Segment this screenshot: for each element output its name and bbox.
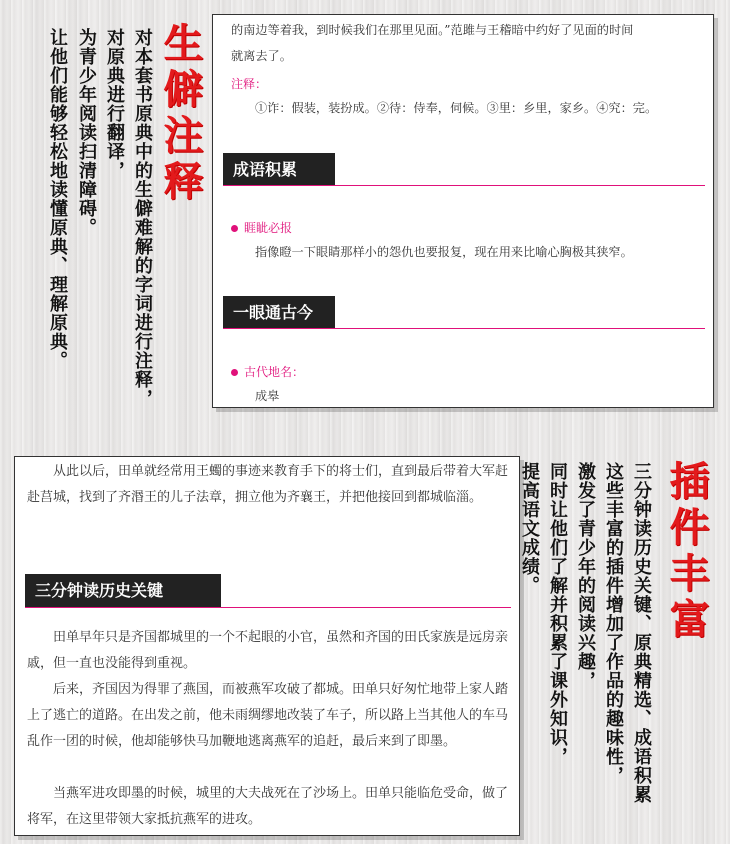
place-name: 成皋: [255, 389, 280, 403]
place-label-row: [231, 363, 304, 380]
place-label: 古代地名：: [244, 365, 305, 379]
notes-text: ①诈：假装，装扮成。②待：侍奉，伺候。③里：乡里，家乡。④究：完。: [255, 101, 658, 115]
history-paragraph-3: 当燕军进攻即墨的时候，城里的大夫战死在了沙场上。田单只能临危受命，做了将军，在这里带领大家抵抗燕军的进攻。: [27, 786, 509, 827]
bullet-icon: [231, 225, 238, 232]
history-paragraph-1: 田单早年只是齐国都城里的一个不起眼的小官，虽然和齐国的田氏家族是远房亲戚，但一直也没能得到重视。: [27, 630, 509, 671]
intro-paragraph: 从此以后，田单就经常用王蠋的事迹来教育手下的将士们，直到最后带着大军赶赴莒城，找到了齐湣王的儿子法章，拥立他为齐襄王，并把他接回到都城临淄。: [27, 464, 509, 505]
feature-column-5: 提高语文成绩。: [519, 462, 540, 595]
intro-column-3: 为青少年阅读扫清障碍。: [76, 28, 97, 237]
ancient-heading: 一眼通古今: [223, 296, 335, 329]
illustration-title: 插件丰富: [663, 460, 709, 644]
intro-column-2: 对原典进行翻译，: [104, 28, 125, 180]
feature-column-4: 同时让他们了解并积累了课外知识，: [547, 462, 568, 766]
excerpt-line-2: 就离去了。: [231, 49, 292, 63]
bullet-icon: [231, 369, 238, 376]
history-paragraph-2: 后来，齐国因为得罪了燕国，而被燕军攻破了都城。田单只好匆忙地带上家人踏上了逃亡的道路。在出发之前，他未雨绸缪地改装了车子，所以路上当其他人的车马乱作一团的时候，他却能够快马加鞭地逃离燕军的追赶，最后来到了即墨。: [27, 682, 509, 749]
notes-label: 注释：: [231, 77, 268, 91]
feature-column-1: 三分钟读历史关键、原典精选、成语积累: [631, 462, 652, 804]
idiom-term-row: [231, 219, 292, 236]
idiom-term: 睚眦必报: [244, 221, 293, 235]
history-heading-rule: [25, 607, 511, 608]
idiom-description: 指像瞪一下眼睛那样小的怨仇也要报复，现在用来比喻心胸极其狭窄。: [255, 245, 633, 259]
ancient-heading-rule: [223, 328, 705, 329]
feature-column-2: 这些丰富的插件增加了作品的趣味性，: [603, 462, 624, 785]
intro-column-4: 让他们能够轻松地读懂原典、理解原典。: [47, 28, 68, 370]
annotation-title: 生僻注释: [157, 22, 203, 206]
idiom-heading: 成语积累: [223, 153, 335, 186]
excerpt-line-1: 的南边等着我，到时候我们在那里见面。”范雎与王稽暗中约好了见面的时间: [231, 23, 634, 37]
idiom-heading-rule: [223, 185, 705, 186]
intro-column-1: 对本套书原典中的生僻难解的字词进行注释，: [132, 28, 153, 408]
feature-column-3: 激发了青少年的阅读兴趣，: [575, 462, 596, 690]
bottom-book-panel: [14, 456, 520, 836]
top-book-panel: [212, 14, 714, 408]
history-heading: 三分钟读历史关键: [25, 574, 221, 607]
